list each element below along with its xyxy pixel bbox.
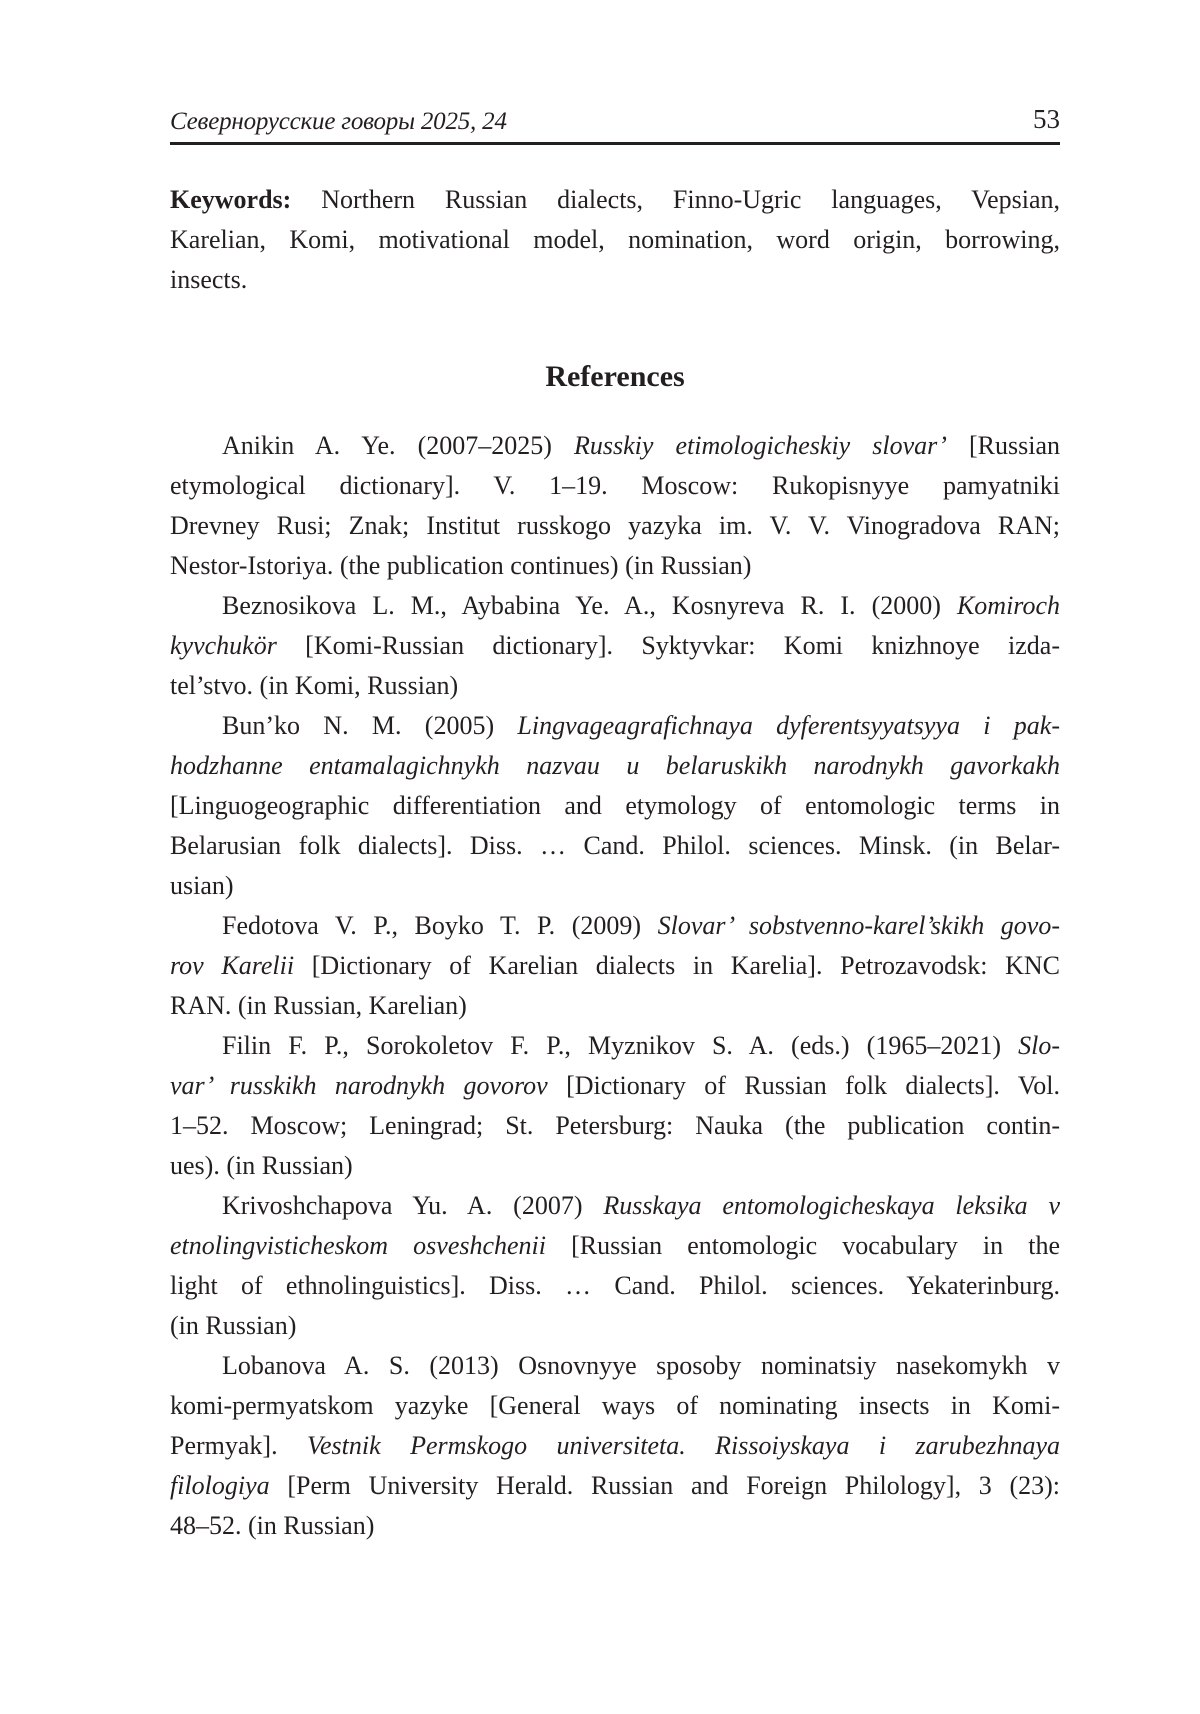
reference-text: RAN. (in Russian, Karelian) <box>170 991 467 1020</box>
reference-text: [Perm University Herald. Russian and Foreign Philology], 3 (23): <box>269 1471 1060 1500</box>
reference-title-text: Slo- <box>1018 1031 1060 1060</box>
reference-text: tel’stvo. (in Komi, Russian) <box>170 671 459 700</box>
reference-line <box>170 1186 1060 1226</box>
header-rule <box>170 142 1060 145</box>
reference-text: komi-permyatskom yazyke [General ways of nominating insects in Komi- <box>170 1391 1060 1420</box>
reference-line <box>170 666 1060 706</box>
reference-title-text: Komiroch <box>956 591 1060 620</box>
reference-entry <box>170 1346 1060 1546</box>
keywords-line: Karelian, Komi, motivational model, nomination, word origin, borrowing, <box>170 225 1060 254</box>
reference-text: Bun’ko N. M. (2005) <box>222 711 518 740</box>
keywords-line: insects. <box>170 265 248 294</box>
reference-line <box>170 626 1060 666</box>
reference-entry <box>170 426 1060 586</box>
reference-text: [Dictionary of Russian folk dialects]. Vol. <box>547 1071 1060 1100</box>
running-head <box>170 104 1060 144</box>
reference-title-text: var’ russkikh narodnykh govorov <box>170 1071 548 1100</box>
reference-text: Nestor-Istoriya. (the publication continues) (in Russian) <box>170 551 752 580</box>
keywords-text: Northern Russian dialects, Finno-Ugric languages, Vepsian, <box>291 185 1060 214</box>
reference-entry <box>170 706 1060 906</box>
reference-line <box>170 1146 1060 1186</box>
reference-text: Belarusian folk dialects]. Diss. … Cand. Philol. sciences. Minsk. (in Belar- <box>170 831 1060 860</box>
reference-title-text: etnolingvisticheskom osveshchenii <box>170 1231 547 1260</box>
reference-line <box>170 706 1060 746</box>
reference-line <box>170 946 1060 986</box>
keywords-label: Keywords: <box>170 185 292 214</box>
reference-text: [Russian <box>946 431 1061 460</box>
reference-line <box>170 1026 1060 1066</box>
reference-line <box>170 1386 1060 1426</box>
references-list <box>170 426 1060 1546</box>
reference-line <box>170 1106 1060 1146</box>
reference-title-text: filologiya <box>170 1471 270 1500</box>
reference-line <box>170 466 1060 506</box>
reference-line <box>170 1266 1060 1306</box>
reference-title-text: rov Karelii <box>170 951 295 980</box>
reference-line <box>170 1066 1060 1106</box>
reference-text: [Linguogeographic differentiation and etymology of entomologic terms in <box>170 791 1060 820</box>
journal-title: Севернорусские говоры 2025, 24 <box>170 108 507 135</box>
reference-entry <box>170 586 1060 706</box>
reference-text: Krivoshchapova Yu. A. (2007) <box>222 1191 604 1220</box>
reference-line <box>170 1426 1060 1466</box>
reference-text: [Russian entomologic vocabulary in the <box>546 1231 1061 1260</box>
reference-line <box>170 1506 1060 1546</box>
reference-title-text: Vestnik Permskogo universiteta. Rissoiyskaya i zarubezhnaya <box>307 1431 1060 1460</box>
reference-line <box>170 546 1060 586</box>
reference-text: ues). (in Russian) <box>170 1151 353 1180</box>
keywords-paragraph <box>170 180 1060 300</box>
reference-line <box>170 866 1060 906</box>
reference-title-text: Lingvageagrafichnaya dyferentsyyatsyya i pak- <box>517 711 1060 740</box>
reference-text: usian) <box>170 871 234 900</box>
reference-line <box>170 1346 1060 1386</box>
reference-title-text: hodzhanne entamalagichnykh nazvau u belaruskikh narodnykh gavorkakh <box>170 751 1060 780</box>
page-number: 53 <box>1033 104 1060 134</box>
reference-entry <box>170 1026 1060 1186</box>
reference-entry <box>170 906 1060 1026</box>
reference-text: etymological dictionary]. V. 1–19. Moscow: Rukopisnyye pamyatniki <box>170 471 1060 500</box>
reference-text: Filin F. P., Sorokoletov F. P., Myznikov S. A. (eds.) (1965–2021) <box>222 1031 1019 1060</box>
reference-text: Permyak]. <box>170 1431 308 1460</box>
reference-line <box>170 826 1060 866</box>
reference-text: 1–52. Moscow; Leningrad; St. Petersburg: Nauka (the publication contin- <box>170 1111 1060 1140</box>
reference-text: 48–52. (in Russian) <box>170 1511 375 1540</box>
reference-line <box>170 906 1060 946</box>
reference-text: light of ethnolinguistics]. Diss. … Cand. Philol. sciences. Yekaterinburg. <box>170 1271 1060 1300</box>
reference-text: Anikin A. Ye. (2007–2025) <box>222 431 574 460</box>
reference-entry <box>170 1186 1060 1346</box>
reference-text: [Dictionary of Karelian dialects in Karelia]. Petrozavodsk: KNC <box>294 951 1060 980</box>
reference-text: Drevney Rusi; Znak; Institut russkogo yazyka im. V. V. Vinogradova RAN; <box>170 511 1060 540</box>
reference-text: Fedotova V. P., Boyko T. P. (2009) <box>222 911 658 940</box>
reference-text: [Komi-Russian dictionary]. Syktyvkar: Komi knizhnoye izda- <box>276 631 1060 660</box>
reference-title-text: kyvchukör <box>170 631 277 660</box>
reference-line <box>170 586 1060 626</box>
reference-text: Beznosikova L. M., Aybabina Ye. A., Kosnyreva R. I. (2000) <box>222 591 957 620</box>
reference-line <box>170 746 1060 786</box>
keywords-line <box>170 180 1060 220</box>
reference-line <box>170 786 1060 826</box>
reference-text: (in Russian) <box>170 1311 297 1340</box>
references-heading: References <box>545 360 685 393</box>
reference-line <box>170 986 1060 1026</box>
reference-line <box>170 506 1060 546</box>
reference-title-text: Russkaya entomologicheskaya leksika v <box>603 1191 1060 1220</box>
reference-line <box>170 1306 1060 1346</box>
reference-title-text: Slovar’ sobstvenno-karel’skikh govo- <box>657 911 1061 940</box>
reference-text: Lobanova A. S. (2013) Osnovnyye sposoby nominatsiy nasekomykh v <box>222 1351 1060 1380</box>
reference-title-text: Russkiy etimologicheskiy slovar’ <box>573 431 947 460</box>
reference-line <box>170 1466 1060 1506</box>
reference-line <box>170 426 1060 466</box>
reference-line <box>170 1226 1060 1266</box>
